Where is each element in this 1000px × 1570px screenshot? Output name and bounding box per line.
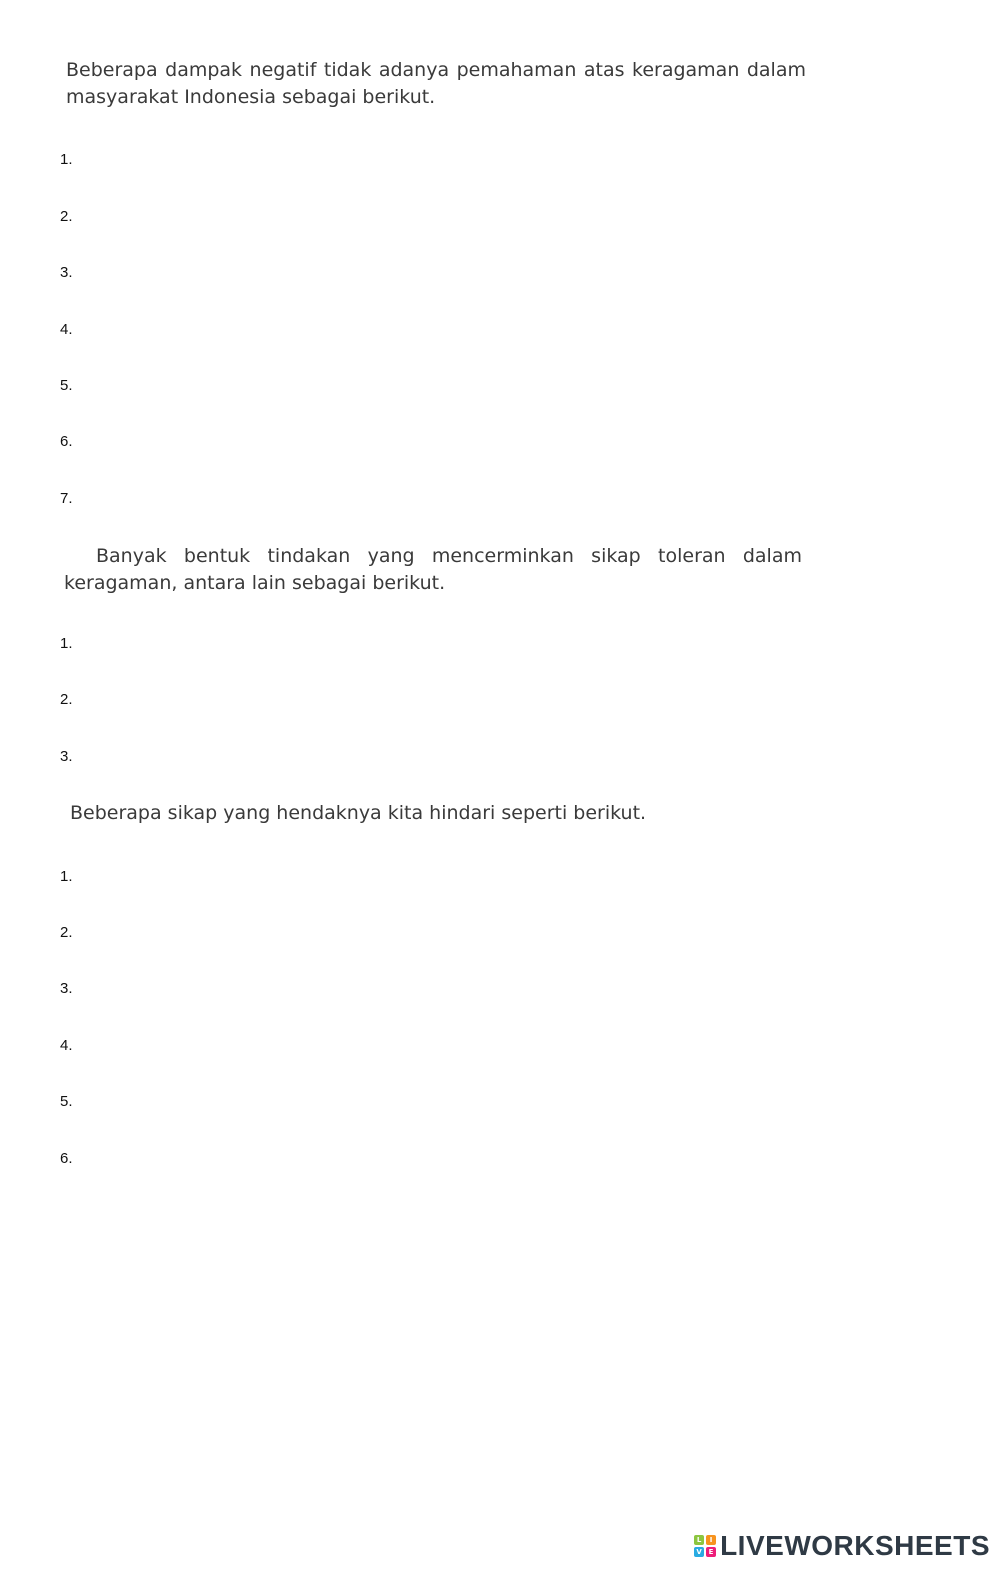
section-3-intro: Beberapa sikap yang hendaknya kita hindari seperti berikut.: [70, 802, 647, 824]
section-3-item-4-number: 4.: [60, 1037, 73, 1054]
logo-text: LIVEWORKSHEETS: [720, 1530, 990, 1561]
section-1-item-4-number: 4.: [60, 321, 73, 338]
logo-tile-v: V: [694, 1547, 704, 1557]
section-1-item-3-number: 3.: [60, 264, 73, 281]
section-1-item-5-number: 5.: [60, 377, 73, 394]
liveworksheets-logo[interactable]: [694, 1530, 990, 1562]
section-1-item-2-number: 2.: [60, 208, 73, 225]
section-3-item-3-number: 3.: [60, 980, 73, 997]
logo-tile-l: L: [694, 1535, 704, 1545]
logo-tile-e: E: [706, 1547, 716, 1557]
logo-tile-i: I: [706, 1535, 716, 1545]
section-3-item-2-number: 2.: [60, 924, 73, 941]
section-2-item-3-number: 3.: [60, 748, 73, 765]
section-1-item-7-number: 7.: [60, 490, 73, 507]
logo-tiles-icon: [694, 1535, 716, 1557]
section-2-item-2-number: 2.: [60, 691, 73, 708]
section-2-intro: Banyak bentuk tindakan yang mencerminkan sikap toleran dalam keragaman, antara lain sebagai berikut.: [64, 545, 802, 594]
section-2-item-1-number: 1.: [60, 635, 73, 652]
section-3-item-1-number: 1.: [60, 868, 73, 885]
section-1-item-6-number: 6.: [60, 433, 73, 450]
section-1-intro: Beberapa dampak negatif tidak adanya pemahaman atas keragaman dalam masyarakat Indonesia sebagai berikut.: [66, 59, 806, 108]
section-1-item-1-number: 1.: [60, 151, 73, 168]
section-3-item-5-number: 5.: [60, 1093, 73, 1110]
section-3-item-6-number: 6.: [60, 1150, 73, 1167]
